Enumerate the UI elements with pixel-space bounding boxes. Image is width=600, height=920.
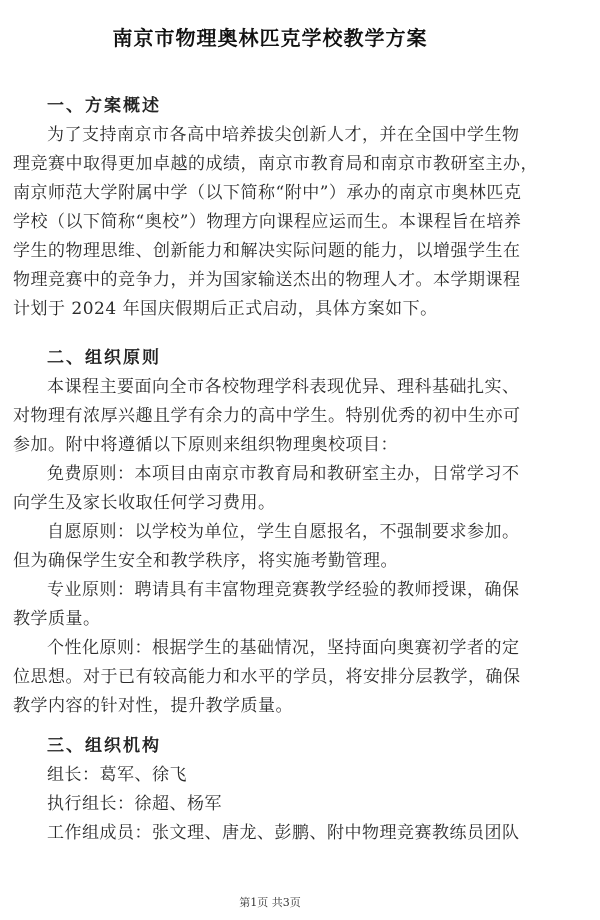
paragraph-line: 工作组成员：张文理、唐龙、彭鹏、附中物理竞赛教练员团队: [47, 823, 520, 843]
paragraph-line: 专业原则：聘请具有丰富物理竞赛教学经验的教师授课，确保: [47, 580, 520, 600]
section-organization: [13, 732, 543, 848]
paragraph-line: 对物理有浓厚兴趣且学有余力的高中学生。特别优秀的初中生亦可: [13, 406, 521, 426]
paragraph-line: 本课程主要面向全市各校物理学科表现优异、理科基础扎实、: [47, 377, 520, 397]
section-heading: 三、组织机构: [47, 736, 161, 756]
section-principles: [13, 344, 543, 721]
paragraph-line: 学校（以下简称“奥校”）物理方向课程应运而生。本课程旨在培养: [13, 212, 522, 232]
paragraph-line: 但为确保学生安全和教学秩序，将实施考勤管理。: [13, 551, 398, 571]
paragraph-line: 执行组长：徐超、杨军: [47, 794, 222, 814]
section-heading: 二、组织原则: [47, 348, 161, 368]
paragraph-line: 为了支持南京市各高中培养拔尖创新人才，并在全国中学生物: [47, 125, 520, 145]
paragraph-line: 位思想。对于已有较高能力和水平的学员，将安排分层教学，确保: [13, 667, 521, 687]
paragraph-line: 教学质量。: [13, 609, 101, 629]
page-number: 第1页 共3页: [239, 896, 301, 909]
paragraph-line: 参加。附中将遵循以下原则来组织物理奥校项目：: [13, 435, 398, 455]
paragraph-line: 南京师范大学附属中学（以下简称“附中”）承办的南京市奥林匹克: [13, 183, 522, 203]
section-heading: 一、方案概述: [47, 96, 161, 116]
paragraph-line: 教学内容的针对性，提升教学质量。: [13, 696, 293, 716]
paragraph-line: 个性化原则：根据学生的基础情况，坚持面向奥赛初学者的定: [47, 638, 520, 658]
section-overview: [13, 92, 543, 324]
paragraph-line: 自愿原则：以学校为单位，学生自愿报名，不强制要求参加。: [47, 522, 520, 542]
paragraph-line: 理竞赛中取得更加卓越的成绩，南京市教育局和南京市教研室主办，: [13, 154, 538, 174]
document-title: 南京市物理奥林匹克学校教学方案: [112, 26, 428, 50]
paragraph-line: 组长：葛军、徐飞: [47, 765, 187, 785]
paragraph-line: 物理竞赛中的竞争力，并为国家输送杰出的物理人才。本学期课程: [13, 270, 521, 290]
paragraph-line: 学生的物理思维、创新能力和解决实际问题的能力，以增强学生在: [13, 241, 521, 261]
paragraph-line: 免费原则：本项目由南京市教育局和教研室主办，日常学习不: [47, 464, 520, 484]
paragraph-line: 向学生及家长收取任何学习费用。: [13, 493, 276, 513]
paragraph-line: 计划于 2024 年国庆假期后正式启动，具体方案如下。: [13, 299, 438, 319]
